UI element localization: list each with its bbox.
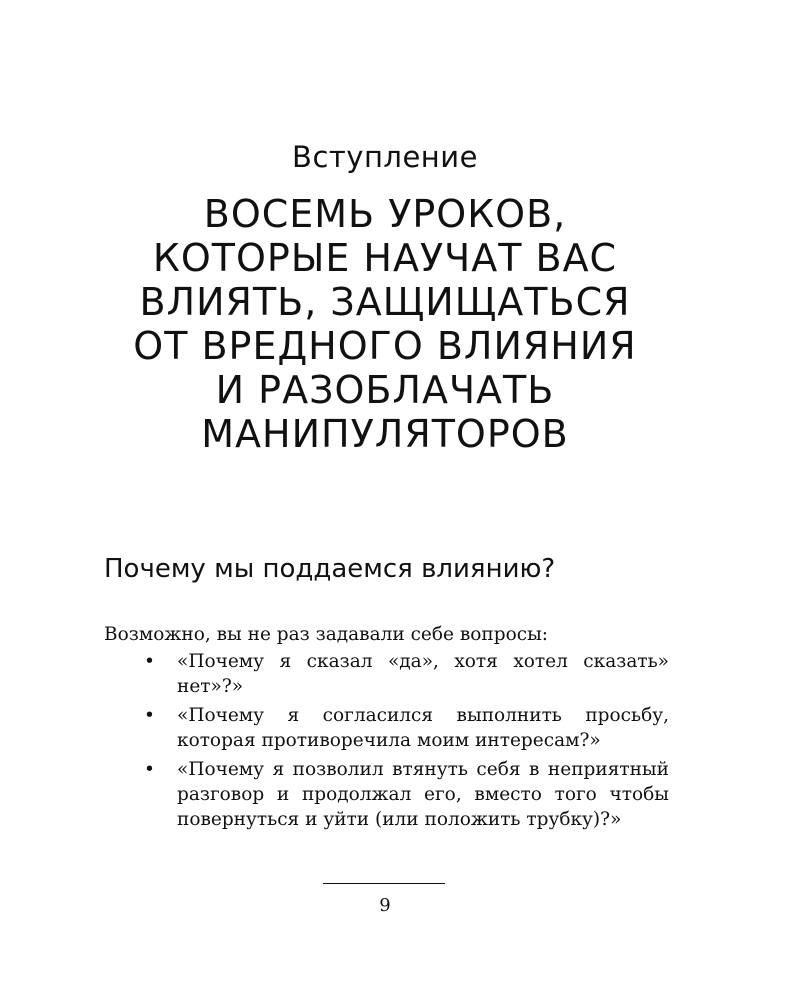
section-heading: Почему мы поддаемся влиянию?: [104, 554, 556, 584]
list-item: [104, 649, 669, 699]
chapter-title-line: ВОСЕМЬ УРОКОВ,: [203, 192, 567, 236]
bullet-icon: •: [144, 705, 155, 726]
list-item: [104, 757, 669, 832]
page-number: 9: [379, 895, 391, 916]
list-item-text: «Почему я позволил втянуть себя в неприятный разговор и продолжал его, вместо того чтобы повернуться и уйти (или положить трубку)?»: [177, 759, 669, 830]
chapter-title: [0, 192, 770, 456]
chapter-title-line: И РАЗОБЛАЧАТЬ: [215, 368, 555, 412]
bullet-icon: •: [144, 759, 155, 780]
intro-paragraph: Возможно, вы не раз задавали себе вопросы:: [104, 624, 549, 645]
chapter-title-line: ВЛИЯТЬ, ЗАЩИЩАТЬСЯ: [139, 280, 631, 324]
chapter-title-line: МАНИПУЛЯТОРОВ: [201, 412, 569, 456]
footer-divider: [323, 883, 445, 884]
chapter-label: Вступление: [292, 140, 478, 174]
bullet-icon: •: [144, 651, 155, 672]
list-item: [104, 703, 669, 753]
question-list: [104, 649, 669, 832]
body-text: [104, 622, 669, 836]
list-item-text: «Почему я сказал «да», хотя хотел сказать» нет»?»: [177, 651, 669, 697]
chapter-title-line: КОТОРЫЕ НАУЧАТ ВАС: [152, 236, 618, 280]
chapter-title-line: ОТ ВРЕДНОГО ВЛИЯНИЯ: [133, 324, 637, 368]
list-item-text: «Почему я согласился выполнить просьбу, которая противоречила моим интересам?»: [177, 705, 669, 751]
